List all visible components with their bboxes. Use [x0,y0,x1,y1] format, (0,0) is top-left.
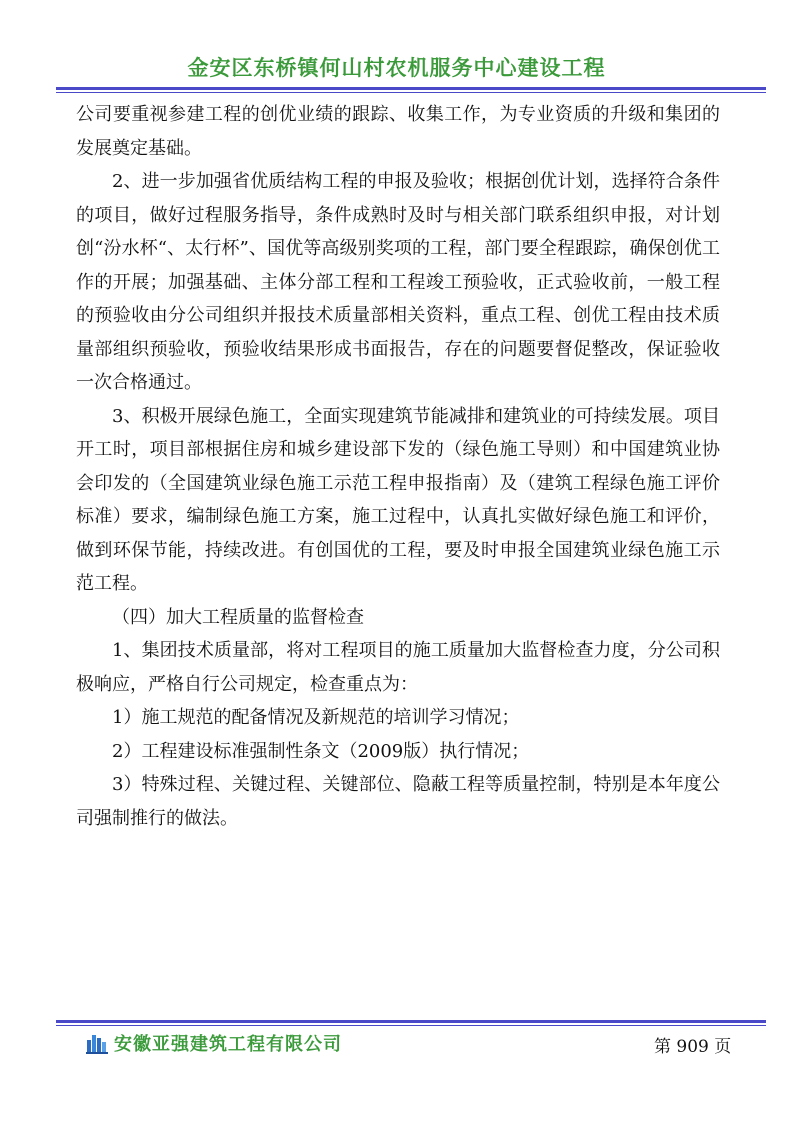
paragraph-item-1: 1、集团技术质量部，将对工程项目的施工质量加大监督检查力度，分公司积极响应，严格自行公司规定，检查重点为： [76,640,720,695]
list-item-1: 1）施工规范的配备情况及新规范的培训学习情况； [112,707,520,728]
page-number: 第 909 页 [654,1037,732,1057]
header-rule-thick [56,87,766,90]
list-item-2: 2）工程建设标准强制性条文（2009版）执行情况； [112,740,530,762]
footer-company [86,1030,342,1056]
list-item-3: 3）特殊过程、关键过程、关键部位、隐蔽工程等质量控制，特别是本年度公司强制推行的做法。 [76,774,720,829]
footer-rule-thick [56,1020,766,1023]
paragraph-continuation: 公司要重视参建工程的创优业绩的跟踪、收集工作，为专业资质的升级和集团的发展奠定基础。 [76,104,720,159]
document-body [76,98,720,835]
footer-rule-thin [56,1025,766,1026]
header-rule-thin [56,92,766,93]
building-logo-icon [86,1032,108,1054]
section-heading: （四）加大工程质量的监督检查 [112,606,364,628]
paragraph-item-2: 2、进一步加强省优质结构工程的申报及验收；根据创优计划，选择符合条件的项目，做好过程服务指导，条件成熟时及时与相关部门联系组织申报，对计划创“汾水杯“、太行杯”、国优等高级别奖项的工程，部门要全程跟踪，确保创优工作的开展；加强基础、主体分部工程和工程竣工预验收，正式验收前，一般工程的预验收由分公司组织并报技术质量部相关资料，重点工程、创优工程由技术质量部组织预验收，预验收结果形成书面报告，存在的问题要督促整改，保证验收一次合格通过。 [76,171,720,393]
company-name: 安徽亚强建筑工程有限公司 [114,1034,342,1055]
page-header-title: 金安区东桥镇何山村农机服务中心建设工程 [187,56,606,80]
paragraph-item-3: 3、积极开展绿色施工，全面实现建筑节能减排和建筑业的可持续发展。项目开工时，项目部根据住房和城乡建设部下发的（绿色施工导则）和中国建筑业协会印发的（全国建筑业绿色施工示范工程申报指南）及（建筑工程绿色施工评价标准）要求，编制绿色施工方案，施工过程中，认真扎实做好绿色施工和评价，做到环保节能，持续改进。有创国优的工程，要及时申报全国建筑业绿色施工示范工程。 [76,405,720,594]
